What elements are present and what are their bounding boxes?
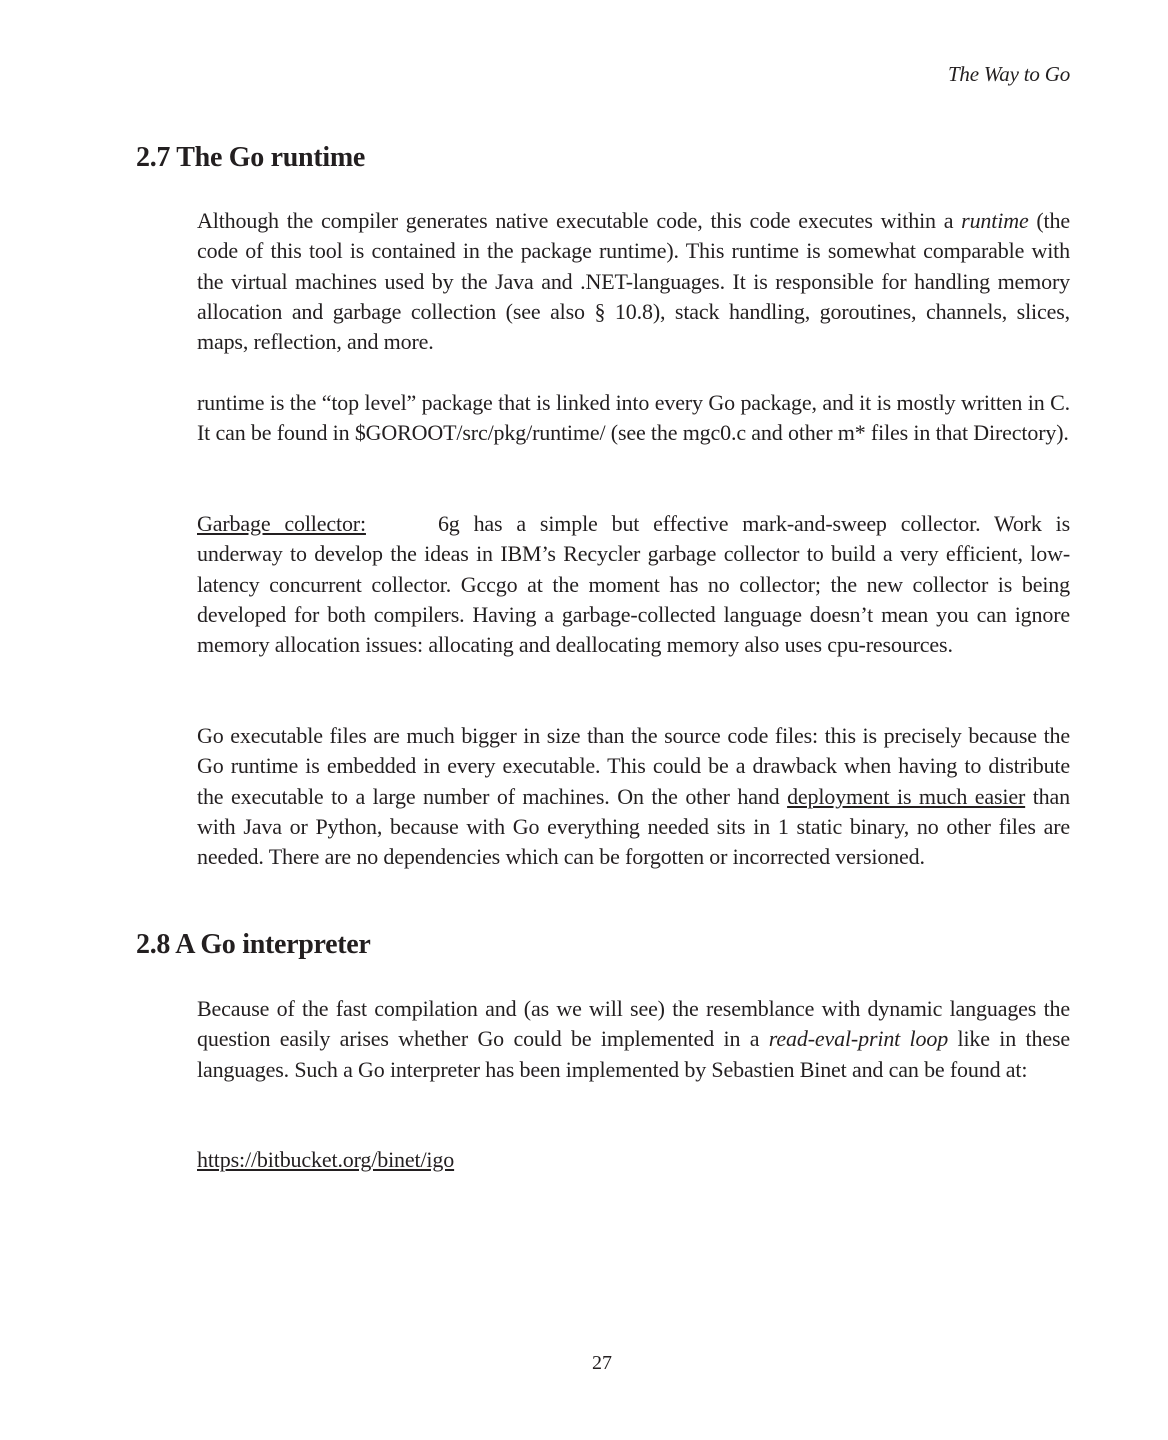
running-header: The Way to Go bbox=[947, 62, 1070, 86]
page-number: 27 bbox=[592, 1352, 612, 1374]
garbage-collector-label: Garbage collector: bbox=[197, 511, 366, 536]
interpreter-paragraph bbox=[197, 994, 1070, 1085]
deployment-emphasis: deployment is much easier bbox=[787, 783, 1026, 809]
runtime-emphasis: runtime bbox=[961, 208, 1029, 233]
runtime-intro-paragraph bbox=[197, 206, 1070, 357]
executable-size-paragraph bbox=[197, 721, 1070, 872]
interpreter-text-b: like in these languages. Such a Go interpreter has been implemented by Sebastien Binet and can be found at: bbox=[197, 1026, 1070, 1082]
executable-size-text-a: Go executable files are much bigger in size than the source code files: this is precisely because the Go runtime is embedded in every executable. This could be a drawback when having to distribute the executable to a large number of machines. On the other hand bbox=[197, 723, 1070, 809]
igo-link[interactable]: https://bitbucket.org/binet/igo bbox=[197, 1147, 455, 1172]
garbage-collector-text: 6g has a simple but effective mark-and-sweep collector. Work is underway to develop the ideas in IBM’s Recycler garbage collector to build a very efficient, low-latency concurrent collector. Gccgo at the moment has no collector; the new collector is being developed for both compilers. Having a garbage-collected language doesn’t mean you can ignore memory allocation issues: allocating and deallocating memory also uses cpu-resources. bbox=[197, 511, 1070, 658]
garbage-collector-paragraph bbox=[197, 509, 1070, 660]
runtime-intro-text-a: Although the compiler generates native executable code, this code executes within a bbox=[197, 208, 962, 233]
executable-size-text-b: than with Java or Python, because with Go everything needed sits in 1 static binary, no other files are needed. There are no dependencies which can be forgotten or incorrected versioned. bbox=[197, 783, 1070, 870]
section-heading-2-7: 2.7 The Go runtime bbox=[136, 142, 365, 173]
runtime-package-paragraph: runtime is the “top level” package that is linked into every Go package, and it is mostly written in C. It can be found in $GOROOT/src/pkg/runtime/ (see the mgc0.c and other m* files in that Directory). bbox=[197, 390, 1070, 446]
repl-emphasis: read-eval-print loop bbox=[768, 1026, 949, 1052]
interpreter-text-a: Because of the fast compilation and (as we will see) the resemblance with dynamic languages the question easily arises whether Go could be implemented in a bbox=[197, 996, 1070, 1052]
igo-link-paragraph bbox=[197, 1145, 1070, 1175]
section-heading-2-8: 2.8 A Go interpreter bbox=[136, 929, 371, 960]
runtime-intro-text-b: (the code of this tool is contained in the package runtime). This runtime is somewhat comparable with the virtual machines used by the Java and .NET-languages. It is responsible for handling memory allocation and garbage collection (see also § 10.8), stack handling, goroutines, channels, slices, maps, reflection, and more. bbox=[197, 208, 1070, 355]
